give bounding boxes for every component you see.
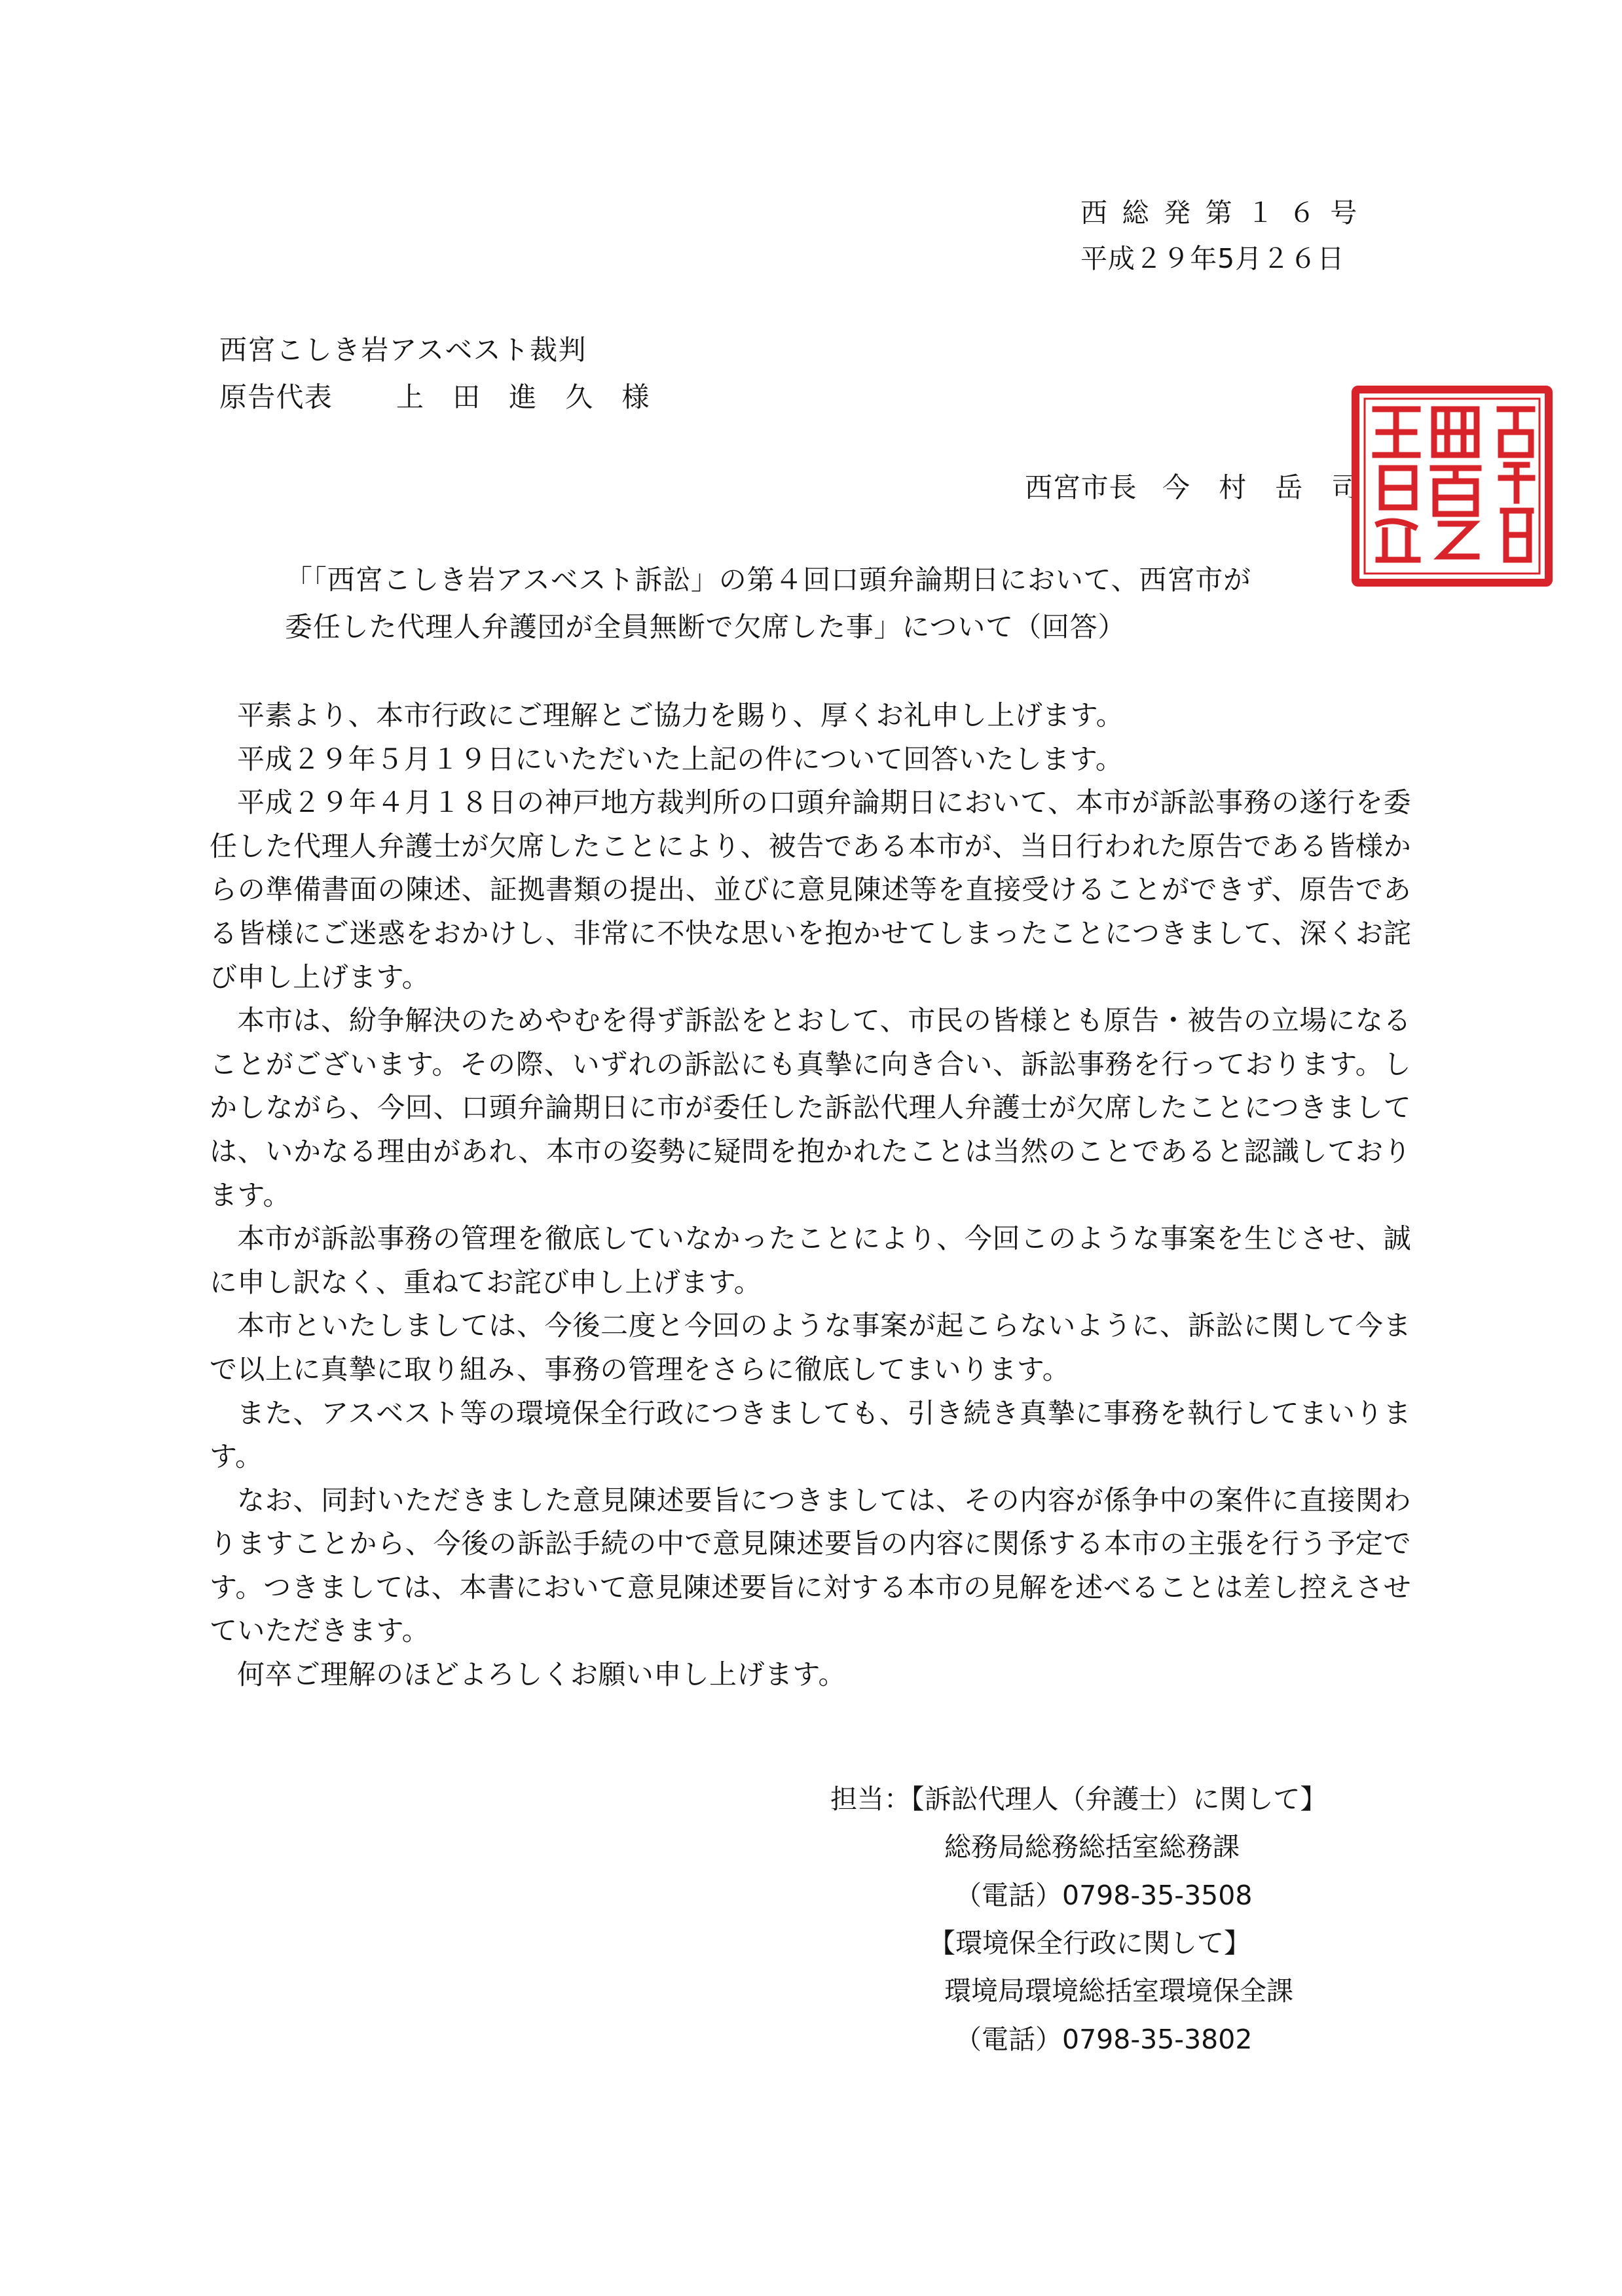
contact-line-environment-header: 【環境保全行政に関して】 <box>929 1927 1251 1959</box>
reference-number: 西総発第１６号 <box>1080 197 1372 228</box>
contact-line-environment-phone: （電話）0798-35-3802 <box>955 2024 1253 2055</box>
body-paragraph: なお、同封いただきました意見陳述要旨につきましては、その内容が係争中の案件に直接関わりますことから、今後の訴訟手続の中で意見陳述要旨の内容に関係する本市の主張を行う予定です。つきましては、本書において意見陳述要旨に対する本市の見解を述べることは差し控えさせていただきます。 <box>210 1484 1411 1647</box>
body-paragraph: 平成２９年４月１８日の神戸地方裁判所の口頭弁論期日において、本市が訴訟事務の遂行を委任した代理人弁護士が欠席したことにより、被告である本市が、当日行われた原告である皆様からの準備書面の陳述、証拠書類の提出、並びに意見陳述等を直接受けることができず、原告である皆様にご迷惑をおかけし、非常に不快な思いを抱かせてしまったことにつきまして、深くお詫び申し上げます。 <box>210 786 1412 993</box>
body-paragraph: 平素より、本市行政にご理解とご協力を賜り、厚くお礼申し上げます。 <box>237 699 1124 731</box>
body-paragraph: 本市は、紛争解決のためやむを得ず訴訟をとおして、市民の皆様とも原告・被告の立場になることがございます。その際、いずれの訴訟にも真摯に向き合い、訴訟事務を行っております。しかしながら、今回、口頭弁論期日に市が委任した訴訟代理人弁護士が欠席したことにつきましては、いかなる理由があれ、本市の姿勢に疑問を抱かれたことは当然のことであると認識しております。 <box>210 1004 1411 1211</box>
contact-line-litigation-dept: 総務局総務総括室総務課 <box>944 1831 1240 1863</box>
addressee-name: 上田進久様 <box>396 381 678 413</box>
subject-heading <box>285 556 1333 651</box>
body-paragraph: 本市といたしましては、今後二度と今回のような事案が起こらないように、訴訟に関して今まで以上に真摯に取り組み、事務の管理をさらに徹底してまいります。 <box>210 1309 1411 1385</box>
body-paragraph: 何卒ご理解のほどよろしくお願い申し上げます。 <box>237 1658 846 1691</box>
contact-line-litigation-header: 担当：【訴訟代理人（弁護士）に関して】 <box>830 1783 1327 1815</box>
letter-body <box>210 694 1411 1697</box>
addressee-title: 原告代表 <box>219 381 333 413</box>
sender-name: 今村岳司 <box>1162 471 1388 503</box>
official-seal-icon <box>1349 383 1555 589</box>
body-paragraph: 平成２９年５月１９日にいただいた上記の件について回答いたします。 <box>237 742 1124 775</box>
subject-line-2: 委任した代理人弁護団が全員無断で欠席した事」について（回答） <box>285 611 1126 643</box>
contact-line-environment-dept: 環境局環境総括室環境保全課 <box>944 1975 1293 2007</box>
body-paragraph: また、アスベスト等の環境保全行政につきましても、引き続き真摯に事務を執行してまいります。 <box>210 1396 1411 1473</box>
subject-line-1: 「「西宮こしき岩アスベスト訴訟」の第４回口頭弁論期日において、西宮市が <box>285 564 1251 596</box>
sender-title: 西宮市長 <box>1025 471 1137 503</box>
addressee-organization: 西宮こしき岩アスベスト裁判 <box>219 334 587 366</box>
contact-line-litigation-phone: （電話）0798-35-3508 <box>955 1880 1253 1911</box>
issue-date: 平成２９年5月２６日 <box>1080 243 1345 274</box>
body-paragraph: 本市が訴訟事務の管理を徹底していなかったことにより、今回このような事案を生じさせ、誠に申し訳なく、重ねてお詫び申し上げます。 <box>210 1222 1411 1298</box>
